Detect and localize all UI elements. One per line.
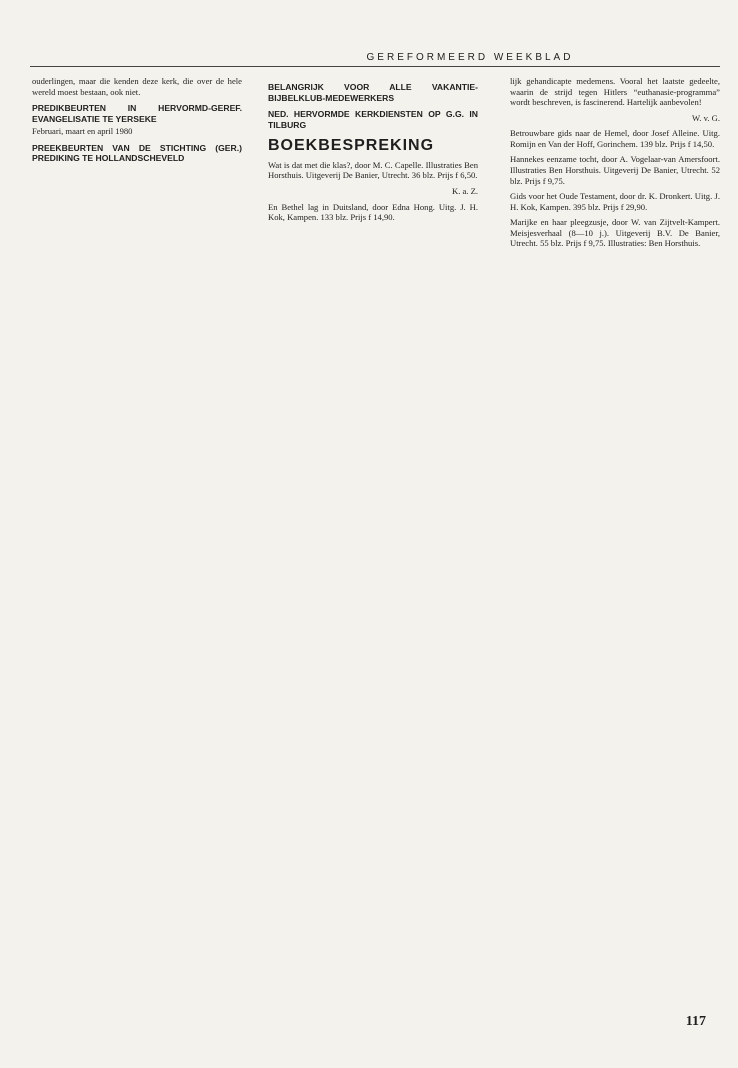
review-signature: W. v. G.: [691, 112, 720, 123]
section-title: NED. HERVORMDE KERKDIENSTEN OP G.G. IN TILBURG: [268, 109, 478, 130]
section-subtitle: Februari, maart en april 1980: [32, 126, 133, 137]
review-title: En Bethel lag in Duitsland, door Edna Hong. Uitg. J. H. Kok, Kampen. 133 blz. Prijs f 14,90.: [268, 201, 478, 223]
review-title: Wat is dat met die klas?, door M. C. Capelle. Illustraties Ben Horsthuis. Uitgeverij De Banier, Utrecht. 36 blz. Prijs f 6,50.: [268, 159, 478, 181]
running-title: GEREFORMEERD WEEKBLAD: [366, 52, 574, 63]
column-right: [510, 76, 720, 254]
page-number: 117: [685, 1014, 706, 1029]
review-title: Hannekes eenzame tocht, door A. Vogelaar-van Amersfoort. Illustraties Ben Horsthuis. Uitgeverij De Banier, Utrecht. 52 blz. Prijs f 9,75.: [510, 154, 720, 186]
review-title: Betrouwbare gids naar de Hemel, door Josef Alleine. Uitg. Romijn en Van der Hoff, Gorinchem. 139 blz. Prijs f 14,50.: [510, 128, 720, 149]
section-title: PREDIKBEURTEN IN HERVORMD-GEREF. EVANGELISATIE TE YERSEKE: [32, 103, 242, 124]
review-title: Gids voor het Oude Testament, door dr. K. Dronkert. Uitg. J. H. Kok, Kampen. 395 blz. Prijs f 29,90.: [510, 191, 720, 212]
section-title: PREEKBEURTEN VAN DE STICHTING (GER.) PREDIKING TE HOLLANDSCHEVELD: [32, 142, 242, 164]
column-left: [32, 76, 242, 166]
review-title: Marijke en haar pleegzusje, door W. van Zijtvelt-Kampert. Meisjesverhaal (8—10 j.). Uitgeverij B.V. De Banier, Utrecht. 55 blz. Prijs f 9,75. Illustraties: Ben Horsthuis.: [510, 217, 720, 249]
section-title: BELANGRIJK VOOR ALLE VAKANTIE-BIJBELKLUB-MEDEWERKERS: [268, 82, 478, 103]
opening-text: ouderlingen, maar die kenden deze kerk, die over de hele wereld moest bestaan, ook niet.: [32, 76, 242, 97]
opening-text: lijk gehandicapte medemens. Vooral het laatste gedeelte, waarin de strijd tegen Hitlers “euthanasie-programma” wordt beschreven, is fascinerend. Hartelijk aanbevolen!: [510, 76, 720, 108]
boekbespreking-heading: BOEKBESPREKING: [268, 137, 435, 155]
review-signature: K. a. Z.: [451, 186, 478, 197]
column-middle: [268, 76, 478, 228]
header-rule: [30, 66, 720, 67]
